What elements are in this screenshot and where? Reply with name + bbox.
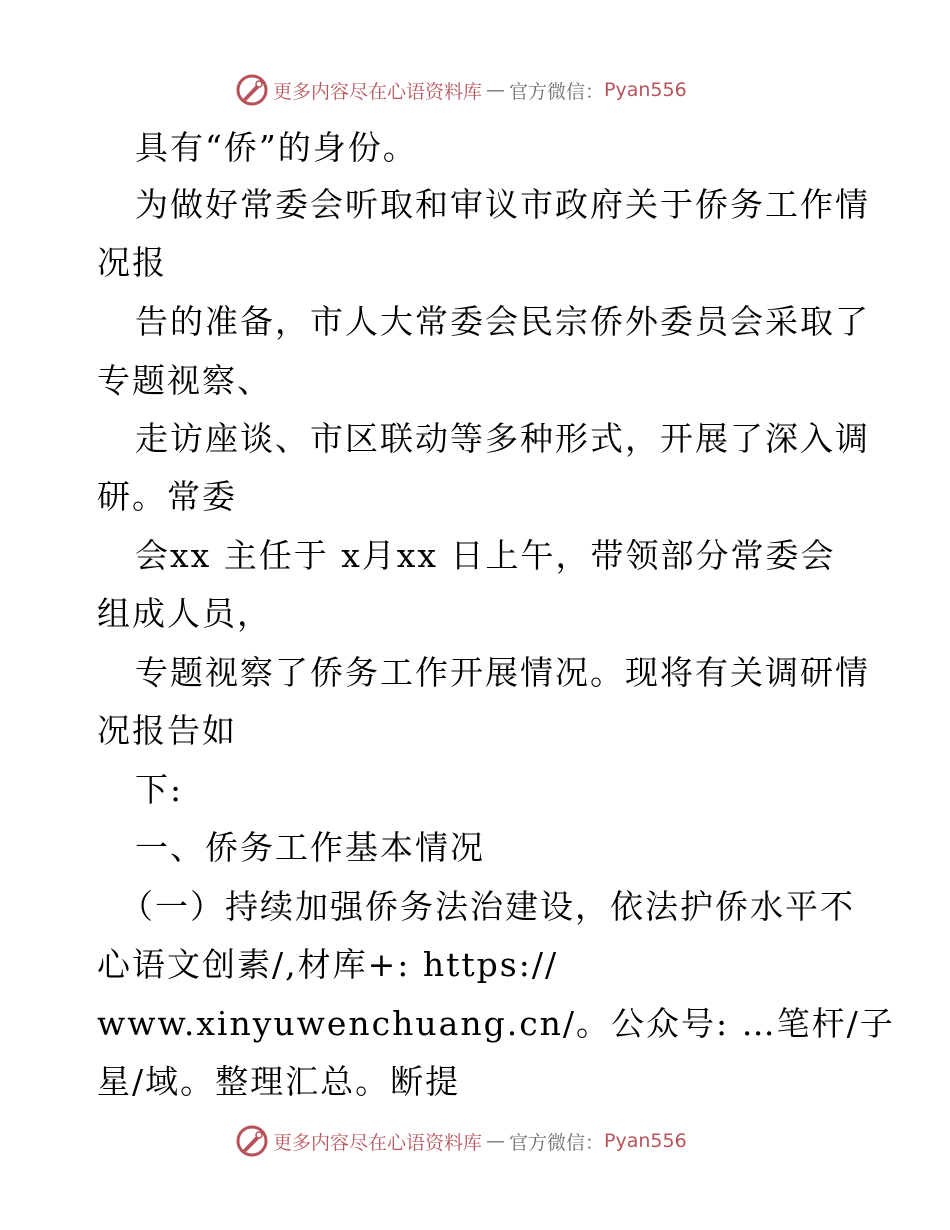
text-line: 走访座谈、市区联动等多种形式，开展了深入调 [135,419,870,458]
text-line: www.xinyuwenchuang.cn/。公众号: …笔杆/子 [97,1004,895,1043]
header-banner [235,72,687,108]
banner-separator: — [486,79,506,101]
text-line: 心语文创素/,材库+: https:// [97,945,559,984]
banner-text: 更多内容尽在心语资料库 [273,1131,483,1154]
text-line: 星/域。整理汇总。断提 [97,1062,461,1101]
banner-text: 更多内容尽在心语资料库 [273,80,483,103]
text-line: 研。常委 [97,477,237,516]
banner-wechat-label: 官方微信： [509,1131,605,1154]
text-line: 组成人员， [97,594,272,633]
banner-wechat-id: Pyan556 [604,1130,687,1152]
banner-wechat-label: 官方微信： [509,80,605,103]
banner-wechat-id: Pyan556 [604,79,687,101]
footer-banner [235,1123,687,1159]
text-line: 为做好常委会听取和审议市政府关于侨务工作情 [135,185,870,224]
text-line: 告的准备，市人大常委会民宗侨外委员会采取了 [135,302,870,341]
text-line: 具有“侨”的身份。 [135,128,418,167]
text-line: 况报 [97,243,167,282]
text-line: 专题视察了侨务工作开展情况。现将有关调研情 [135,653,870,692]
text-line: 下: [135,770,184,809]
subsection-heading: （一）持续加强侨务法治建设，依法护侨水平不 [120,887,855,926]
quill-logo-icon [235,1124,269,1158]
text-line: 专题视察、 [97,361,272,400]
banner-separator: — [486,1130,506,1152]
text-line: 况报告如 [97,711,237,750]
section-heading: 一、侨务工作基本情况 [135,828,485,867]
quill-logo-icon [235,73,269,107]
text-line: 会xx 主任于 x月xx 日上午，带领部分常委会 [135,536,836,575]
